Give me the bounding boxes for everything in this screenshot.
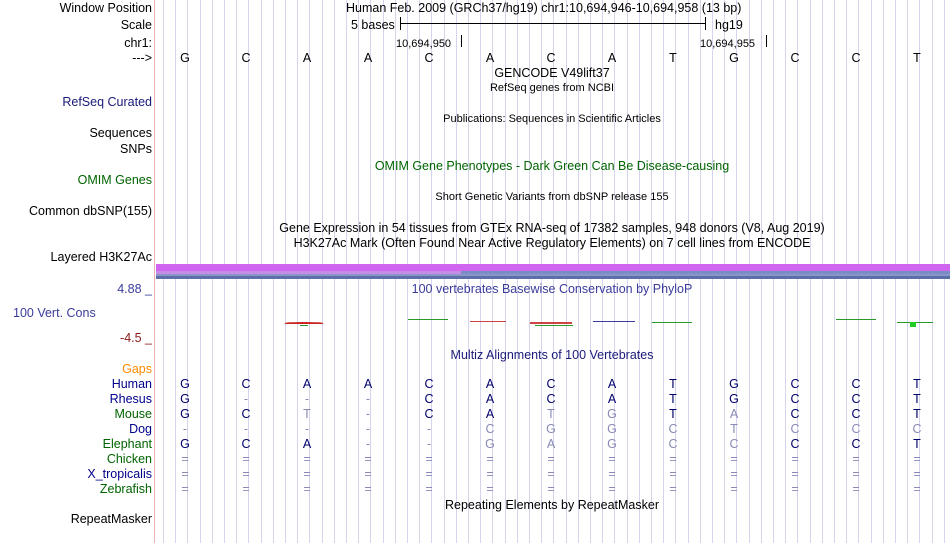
alignment-base: - xyxy=(304,392,310,406)
alignment-base: C xyxy=(241,407,251,421)
base-letter: T xyxy=(669,51,677,65)
coord-right: 10,694,955 xyxy=(700,38,756,50)
cons-max-label: 4.88 _ xyxy=(117,282,152,296)
alignment-base: = xyxy=(547,467,555,481)
base-letter: A xyxy=(607,51,617,65)
alignment-base: C xyxy=(790,437,800,451)
alignment-base: C xyxy=(851,407,861,421)
alignment-base: - xyxy=(243,422,249,436)
alignment-base: C xyxy=(546,392,556,406)
cons-mark-1 xyxy=(285,322,323,324)
alignment-base: = xyxy=(242,482,250,496)
coord-right-tick xyxy=(766,35,767,47)
alignment-base: = xyxy=(486,467,494,481)
alignment-base: = xyxy=(669,482,677,496)
phylop-title[interactable]: 100 vertebrates Basewise Conservation by PhyloP xyxy=(411,282,693,296)
alignment-base: T xyxy=(669,407,677,421)
sequences-label[interactable]: Sequences xyxy=(89,126,152,140)
base-letter: C xyxy=(424,51,434,65)
alignment-base: - xyxy=(304,422,310,436)
alignment-base: = xyxy=(608,452,616,466)
alignment-base: G xyxy=(180,407,190,421)
alignment-base: - xyxy=(365,422,371,436)
alignment-base: T xyxy=(913,377,921,391)
cons-mark-5 xyxy=(530,322,572,324)
alignment-base: A xyxy=(302,437,312,451)
publications-title[interactable]: Publications: Sequences in Scientific Articles xyxy=(443,113,661,125)
alignment-base: = xyxy=(791,452,799,466)
cons-mark-3 xyxy=(408,319,448,320)
dbsnp-label[interactable]: Common dbSNP(155) xyxy=(29,204,152,218)
species-label-zebrafish[interactable]: Zebrafish xyxy=(99,482,152,496)
base-letter: G xyxy=(180,51,190,65)
alignment-base: = xyxy=(669,452,677,466)
alignment-base: = xyxy=(913,482,921,496)
alignment-base: = xyxy=(181,482,189,496)
h3k27ac-band-4 xyxy=(156,276,950,279)
alignment-base: T xyxy=(913,407,921,421)
species-label-human[interactable]: Human xyxy=(111,377,152,391)
alignment-base: G xyxy=(485,437,495,451)
alignment-base: T xyxy=(913,392,921,406)
species-label-dog[interactable]: Dog xyxy=(129,422,152,436)
cons-mark-2 xyxy=(300,325,308,326)
alignment-base: T xyxy=(547,407,555,421)
gencode-title[interactable]: GENCODE V49lift37 xyxy=(494,66,610,80)
alignment-base: T xyxy=(669,392,677,406)
species-label-chicken[interactable]: Chicken xyxy=(106,452,152,466)
base-letter: C xyxy=(241,51,251,65)
refseq-label[interactable]: RefSeq Curated xyxy=(62,95,152,109)
alignment-base: C xyxy=(546,377,556,391)
alignment-base: T xyxy=(669,377,677,391)
alignment-base: A xyxy=(363,377,373,391)
scale-text: 5 bases xyxy=(351,18,395,32)
alignment-base: = xyxy=(791,467,799,481)
alignment-base: = xyxy=(242,452,250,466)
alignment-base: = xyxy=(486,452,494,466)
repeatmasker-title[interactable]: Repeating Elements by RepeatMasker xyxy=(444,498,660,512)
assembly-label: hg19 xyxy=(715,18,743,32)
coord-left: 10,694,950 xyxy=(396,38,452,50)
alignment-base: = xyxy=(608,482,616,496)
alignment-base: = xyxy=(852,452,860,466)
cons-min-label: -4.5 _ xyxy=(120,331,152,345)
alignment-base: = xyxy=(181,452,189,466)
alignment-base: C xyxy=(485,422,495,436)
species-label-x_tropicalis[interactable]: X_tropicalis xyxy=(87,467,152,481)
alignment-base: - xyxy=(365,392,371,406)
strand-label[interactable]: ---> xyxy=(132,51,152,65)
alignment-base: = xyxy=(181,467,189,481)
alignment-base: = xyxy=(425,482,433,496)
base-letter: A xyxy=(485,51,495,65)
alignment-base: = xyxy=(852,482,860,496)
alignment-base: A xyxy=(729,407,739,421)
refseq-subtitle[interactable]: RefSeq genes from NCBI xyxy=(489,82,615,94)
scale-bar xyxy=(400,23,706,24)
species-label-mouse[interactable]: Mouse xyxy=(114,407,152,421)
alignment-base: C xyxy=(790,392,800,406)
base-letter: T xyxy=(913,51,921,65)
alignment-base: = xyxy=(730,482,738,496)
alignment-base: C xyxy=(790,407,800,421)
alignment-base: = xyxy=(730,452,738,466)
alignment-base: C xyxy=(790,377,800,391)
alignment-base: A xyxy=(485,407,495,421)
base-letter: A xyxy=(302,51,312,65)
alignment-base: G xyxy=(546,422,556,436)
alignment-base: = xyxy=(303,452,311,466)
scale-bar-left-tick xyxy=(400,17,401,30)
alignment-base: - xyxy=(243,392,249,406)
h3k27ac-band-1 xyxy=(156,264,950,271)
cons-mark-6 xyxy=(535,325,573,326)
alignment-base: C xyxy=(851,422,861,436)
coord-left-tick xyxy=(461,35,462,47)
cons-mark-4 xyxy=(470,321,506,322)
alignment-base: = xyxy=(425,467,433,481)
alignment-base: G xyxy=(607,437,617,451)
alignment-base: = xyxy=(303,467,311,481)
alignment-base: A xyxy=(607,392,617,406)
omim-title[interactable]: OMIM Gene Phenotypes - Dark Green Can Be Disease-causing xyxy=(374,159,730,173)
alignment-base: = xyxy=(913,467,921,481)
alignment-base: = xyxy=(364,467,372,481)
alignment-base: C xyxy=(241,377,251,391)
alignment-base: G xyxy=(729,392,739,406)
base-letter: C xyxy=(790,51,800,65)
scale-label: Scale xyxy=(120,18,152,32)
alignment-base: A xyxy=(607,377,617,391)
alignment-base: C xyxy=(851,392,861,406)
alignment-base: - xyxy=(182,422,188,436)
alignment-base: A xyxy=(302,377,312,391)
alignment-base: = xyxy=(425,452,433,466)
cons-mark-9 xyxy=(836,319,876,320)
alignment-base: - xyxy=(426,437,432,451)
alignment-base: = xyxy=(791,482,799,496)
alignment-base: = xyxy=(364,482,372,496)
alignment-base: - xyxy=(365,437,371,451)
alignment-base: = xyxy=(852,467,860,481)
alignment-base: C xyxy=(668,437,678,451)
alignment-base: C xyxy=(790,422,800,436)
species-label-rhesus[interactable]: Rhesus xyxy=(109,392,152,406)
alignment-base: C xyxy=(241,437,251,451)
alignment-base: = xyxy=(547,452,555,466)
alignment-base: A xyxy=(485,377,495,391)
cons-mark-11 xyxy=(910,322,916,327)
alignment-base: G xyxy=(180,377,190,391)
alignment-base: = xyxy=(547,482,555,496)
alignment-base: = xyxy=(242,467,250,481)
alignment-base: A xyxy=(546,437,556,451)
alignment-base: C xyxy=(729,437,739,451)
h3k27ac-label[interactable]: Layered H3K27Ac xyxy=(50,250,152,264)
alignment-base: C xyxy=(668,422,678,436)
omim-label[interactable]: OMIM Genes xyxy=(77,173,152,187)
cons-mark-8 xyxy=(652,322,692,323)
alignment-base: = xyxy=(303,482,311,496)
alignment-base: G xyxy=(607,407,617,421)
species-label-elephant[interactable]: Elephant xyxy=(102,437,152,451)
alignment-base: C xyxy=(851,377,861,391)
multiz-title[interactable]: Multiz Alignments of 100 Vertebrates xyxy=(450,348,654,362)
base-letter: C xyxy=(546,51,556,65)
alignment-base: C xyxy=(912,422,922,436)
chrom-label: chr1: xyxy=(124,36,152,50)
alignment-base: = xyxy=(486,482,494,496)
alignment-base: - xyxy=(365,407,371,421)
cons-mark-7 xyxy=(593,321,635,322)
alignment-base: = xyxy=(730,467,738,481)
snps-label[interactable]: SNPs xyxy=(120,142,152,156)
alignment-base: = xyxy=(608,467,616,481)
base-letter: A xyxy=(363,51,373,65)
dbsnp-title[interactable]: Short Genetic Variants from dbSNP release 155 xyxy=(435,191,669,203)
alignment-base: C xyxy=(851,437,861,451)
alignment-base: = xyxy=(669,467,677,481)
window-position-label: Window Position xyxy=(59,1,152,15)
alignment-base: C xyxy=(424,407,434,421)
repeatmasker-label[interactable]: RepeatMasker xyxy=(70,512,152,526)
h3k27ac-title[interactable]: H3K27Ac Mark (Often Found Near Active Regulatory Elements) on 7 cell lines from ENCODE xyxy=(293,236,811,250)
alignment-base: G xyxy=(729,377,739,391)
alignment-base: - xyxy=(426,422,432,436)
alignment-base: T xyxy=(730,422,738,436)
alignment-base: G xyxy=(607,422,617,436)
gaps-label[interactable]: Gaps xyxy=(122,362,152,376)
base-letter: C xyxy=(851,51,861,65)
base-letter: G xyxy=(729,51,739,65)
gtex-title[interactable]: Gene Expression in 54 tissues from GTEx RNA-seq of 17382 samples, 948 donors (V8, Aug 2019) xyxy=(279,221,825,235)
alignment-base: T xyxy=(303,407,311,421)
position-text: Human Feb. 2009 (GRCh37/hg19) chr1:10,694,946-10,694,958 (13 bp) xyxy=(346,1,742,15)
alignment-base: G xyxy=(180,437,190,451)
alignment-base: T xyxy=(913,437,921,451)
alignment-base: = xyxy=(913,452,921,466)
cons-track-label[interactable]: 100 Vert. Cons xyxy=(13,306,96,320)
alignment-base: G xyxy=(180,392,190,406)
alignment-base: A xyxy=(485,392,495,406)
alignment-base: C xyxy=(424,392,434,406)
alignment-base: C xyxy=(424,377,434,391)
scale-bar-right-tick xyxy=(705,17,706,30)
alignment-base: = xyxy=(364,452,372,466)
